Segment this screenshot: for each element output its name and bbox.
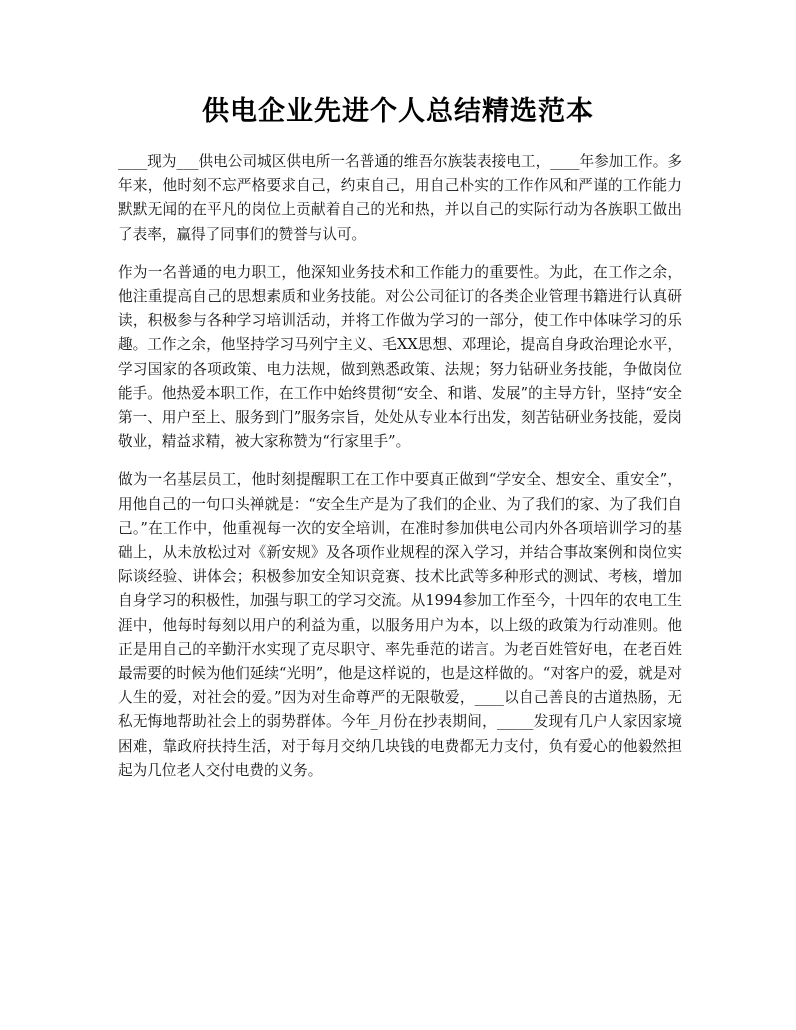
document-body <box>118 150 682 797</box>
paragraph-3: 做为一名基层员工，他时刻提醒职工在工作中要真正做到“学安全、想安全、重安全”，用他自己的一句口头禅就是：“安全生产是为了我们的企业、为了我们的家、为了我们自己。”在工作中，他重视每一次的安全培训，在准时参加供电公司内外各项培训学习的基础上，从未放松过对《新安规》及各项作业规程的深入学习，并结合事故案例和岗位实际谈经验、讲体会；积极参加安全知识竞赛、技术比武等多种形式的测试、考核，增加自身学习的积极性，加强与职工的学习交流。从1994参加工作至今，十四年的农电工生涯中，他每时每刻以用户的利益为重，以服务用户为本，以上级的政策为行动准则。他正是用自己的辛勤汗水实现了克尽职守、率先垂范的诺言。为老百姓管好电，在老百姓最需要的时候为他们延续“光明”，他是这样说的，也是这样做的。“对客户的爱，就是对人生的爱，对社会的爱。”因为对生命尊严的无限敬爱，____以自己善良的古道热肠，无私无悔地帮助社会上的弱势群体。今年_月份在抄表期间，_____发现有几户人家因家境困难，靠政府扶持生活，对于每月交纳几块钱的电费都无力支付，负有爱心的他毅然担起为几位老人交付电费的义务。 <box>118 471 682 779</box>
paragraph-1: ____现为___供电公司城区供电所一名普通的维吾尔族装表接电工，____年参加工作。多年来，他时刻不忘严格要求自己，约束自己，用自己朴实的工作作风和严谨的工作能力默默无闻的在平凡的岗位上贡献着自己的光和热，并以自己的实际行动为各族职工做出了表率，赢得了同事们的赞誉与认可。 <box>118 153 682 243</box>
document-title: 供电企业先进个人总结精选范本 <box>202 96 594 127</box>
paragraph-2: 作为一名普通的电力职工，他深知业务技术和工作能力的重要性。为此，在工作之余，他注重提高自己的思想素质和业务技能。对公公司征订的各类企业管理书籍进行认真研读，积极参与各种学习培训活动，并将工作做为学习的一部分，使工作中体味学习的乐趣。工作之余，他坚持学习马列宁主义、毛XX思想、邓理论，提高自身政治理论水平，学习国家的各项政策、电力法规，做到熟悉政策、法规；努力钻研业务技能，争做岗位能手。他热爱本职工作，在工作中始终贯彻“安全、和谐、发展”的主导方针，坚持“安全第一、用户至上、服务到门”服务宗旨，处处从专业本行出发，刻苦钻研业务技能，爱岗敬业，精益求精，被大家称赞为“行家里手”。 <box>118 263 682 451</box>
